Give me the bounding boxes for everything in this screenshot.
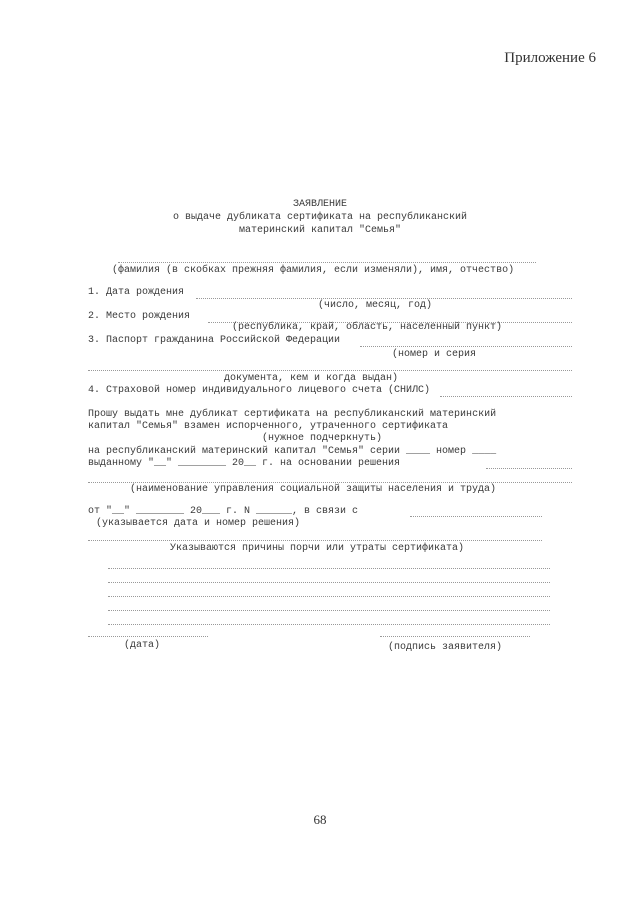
passport-line-2	[88, 370, 572, 371]
request-line-5: выданному "__" ________ 20__ г. на основании решения	[88, 458, 401, 469]
date-line	[88, 636, 208, 637]
passport-hint-2: документа, кем и когда выдан)	[224, 373, 399, 384]
passport-line	[360, 346, 572, 347]
birth-place-label: 2. Место рождения	[88, 311, 191, 322]
request-line-8: (указывается дата и номер решения)	[96, 518, 301, 529]
reason-line-4	[108, 610, 550, 611]
appendix-label: Приложение 6	[504, 50, 596, 66]
birth-place-hint: (республика, край, область, населенный пункт)	[232, 322, 503, 333]
reason-line-5	[108, 624, 550, 625]
reason-line-1	[108, 568, 550, 569]
signature-line	[380, 636, 530, 637]
page-number: 68	[313, 812, 327, 827]
document-title: ЗАЯВЛЕНИЕ	[292, 199, 347, 210]
reason-line-2	[108, 582, 550, 583]
request-line-7: от "__" ________ 20___ г. N ______, в связи с	[88, 506, 359, 517]
passport-hint: (номер и серия	[392, 349, 477, 360]
fio-hint: (фамилия (в скобках прежняя фамилия, если изменяли), имя, отчество)	[112, 265, 515, 276]
fio-line	[118, 262, 536, 263]
passport-label: 3. Паспорт гражданина Российской Федерации	[88, 335, 341, 346]
request-line-1: Прошу выдать мне дубликат сертификата на республиканский материнский	[88, 409, 497, 420]
request-line-9: Указываются причины порчи или утраты сертификата)	[170, 543, 465, 554]
birth-date-hint: (число, месяц, год)	[318, 300, 433, 311]
document-subtitle-line1: о выдаче дубликата сертификата на республиканский	[172, 212, 468, 223]
snils-line	[440, 396, 572, 397]
department-line	[88, 482, 572, 483]
request-line-6: (наименование управления социальной защиты населения и труда)	[130, 484, 497, 495]
request-line-3: (нужное подчеркнуть)	[262, 433, 383, 444]
signature-label: (подпись заявителя)	[388, 642, 503, 653]
decision-line	[486, 468, 572, 469]
snils-label: 4. Страховой номер индивидуального лицевого счета (СНИЛС)	[88, 385, 431, 396]
request-line-2: капитал "Семья" взамен испорченного, утраченного сертификата	[88, 421, 449, 432]
birth-date-line	[196, 298, 572, 299]
reason-line-a	[88, 540, 542, 541]
reason-line-start	[410, 516, 542, 517]
document-subtitle-line2: материнский капитал "Семья"	[238, 225, 402, 236]
date-label: (дата)	[124, 640, 161, 651]
reason-line-3	[108, 596, 550, 597]
request-line-4: на республиканский материнский капитал "Семья" серии ____ номер ____	[88, 446, 497, 457]
birth-date-label: 1. Дата рождения	[88, 287, 185, 298]
